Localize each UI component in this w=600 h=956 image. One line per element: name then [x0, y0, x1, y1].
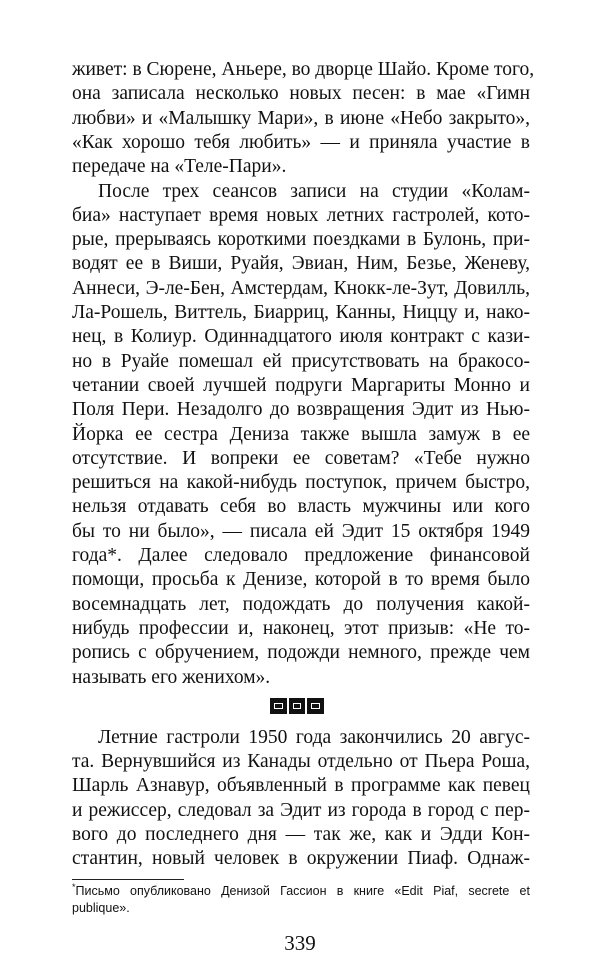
text-line: живет: в Сюрене, Аньере, во дворце Шайо. Кроме того, — [72, 59, 535, 80]
text-line: биа» наступает время новых летних гастролей, кото- — [72, 204, 530, 226]
ornament-box — [289, 698, 306, 714]
text-line: решиться на какой-нибудь поступок, причем быстро, — [72, 472, 530, 494]
text-line: Шарль Азнавур, объявленный в программе как певец — [72, 775, 530, 797]
text-line: отсутствие. И вопреки ее советам? «Тебе нужно — [72, 447, 530, 469]
text-line: восемнадцать лет, подождать до получения какой- — [72, 593, 530, 615]
text-line: четании своей лучшей подруги Маргариты Монно и — [72, 374, 530, 396]
text-line: стантин, новый человек в окружении Пиаф. Однаж- — [72, 848, 530, 870]
text-line: та. Вернувшийся из Канады отдельно от Пьера Роша, — [72, 751, 530, 773]
text-line: любви» и «Малышку Мари», в июне «Небо закрыто», — [72, 107, 530, 129]
text-line: После трех сеансов записи на студии «Колам- — [98, 180, 530, 202]
page-number: 339 — [284, 931, 316, 956]
footnote-text: Письмо опубликовано Денизой Гассион в книге «Edit Piaf, secrete et — [75, 884, 530, 899]
text-line: она записала несколько новых песен: в мае «Гимн — [72, 83, 530, 105]
text-line: года*. Далее следовало предложение финансовой — [72, 545, 530, 566]
text-line: передаче на «Теле-Пари». — [72, 156, 287, 178]
text-line: нец, в Колиур. Одиннадцатого июля контракт с кази- — [72, 326, 530, 348]
text-line: вого до последнего дня — так же, как и Эдди Кон- — [72, 824, 530, 845]
text-line: рые, прерываясь короткими поездками в Булонь, при- — [72, 229, 530, 251]
text-line: Летние гастроли 1950 года закончились 20 авгус- — [98, 726, 530, 748]
text-line: ропись с обручением, подожди немного, прежде чем — [72, 642, 530, 664]
text-line: Поля Пери. Незадолго до возвращения Эдит из Нью- — [72, 399, 530, 421]
footnote-line — [72, 882, 530, 900]
text-line: и режиссер, следовал за Эдит из города в город с пер- — [72, 799, 530, 821]
ornament-box — [270, 698, 287, 714]
text-line: водят ее в Виши, Руайя, Эвиан, Ним, Безье, Женеву, — [72, 253, 530, 275]
text-line: Аннеси, Э-ле-Бен, Амстердам, Кнокк-ле-Зут, Довилль, — [72, 277, 530, 299]
ornament-box — [307, 698, 324, 714]
section-break-ornament — [270, 698, 324, 714]
text-line: но в Руайе помешал ей присутствовать на бракосо- — [72, 350, 530, 372]
text-line: бы то ни было», — писала ей Эдит 15 октября 1949 — [72, 520, 530, 542]
footnote-divider — [72, 879, 184, 880]
text-line: называть его женихом». — [72, 666, 271, 688]
footnote-marker: * — [72, 882, 76, 893]
text-line: нельзя отдавать себя во власть мужчины или кого — [72, 496, 530, 518]
text-line: помощи, просьба к Денизе, которой в то время было — [72, 569, 530, 591]
text-line: нибудь профессии и, наконец, этот призыв: «Не то- — [72, 617, 530, 639]
text-line: Йорка ее сестра Дениза также вышла замуж в ее — [72, 423, 530, 445]
text-line: Ла-Рошель, Виттель, Биарриц, Канны, Ниццу и, нако- — [72, 302, 530, 323]
footnote-line: publique». — [72, 901, 130, 916]
text-line: «Как хорошо тебя любить» — и приняла участие в — [72, 131, 530, 153]
